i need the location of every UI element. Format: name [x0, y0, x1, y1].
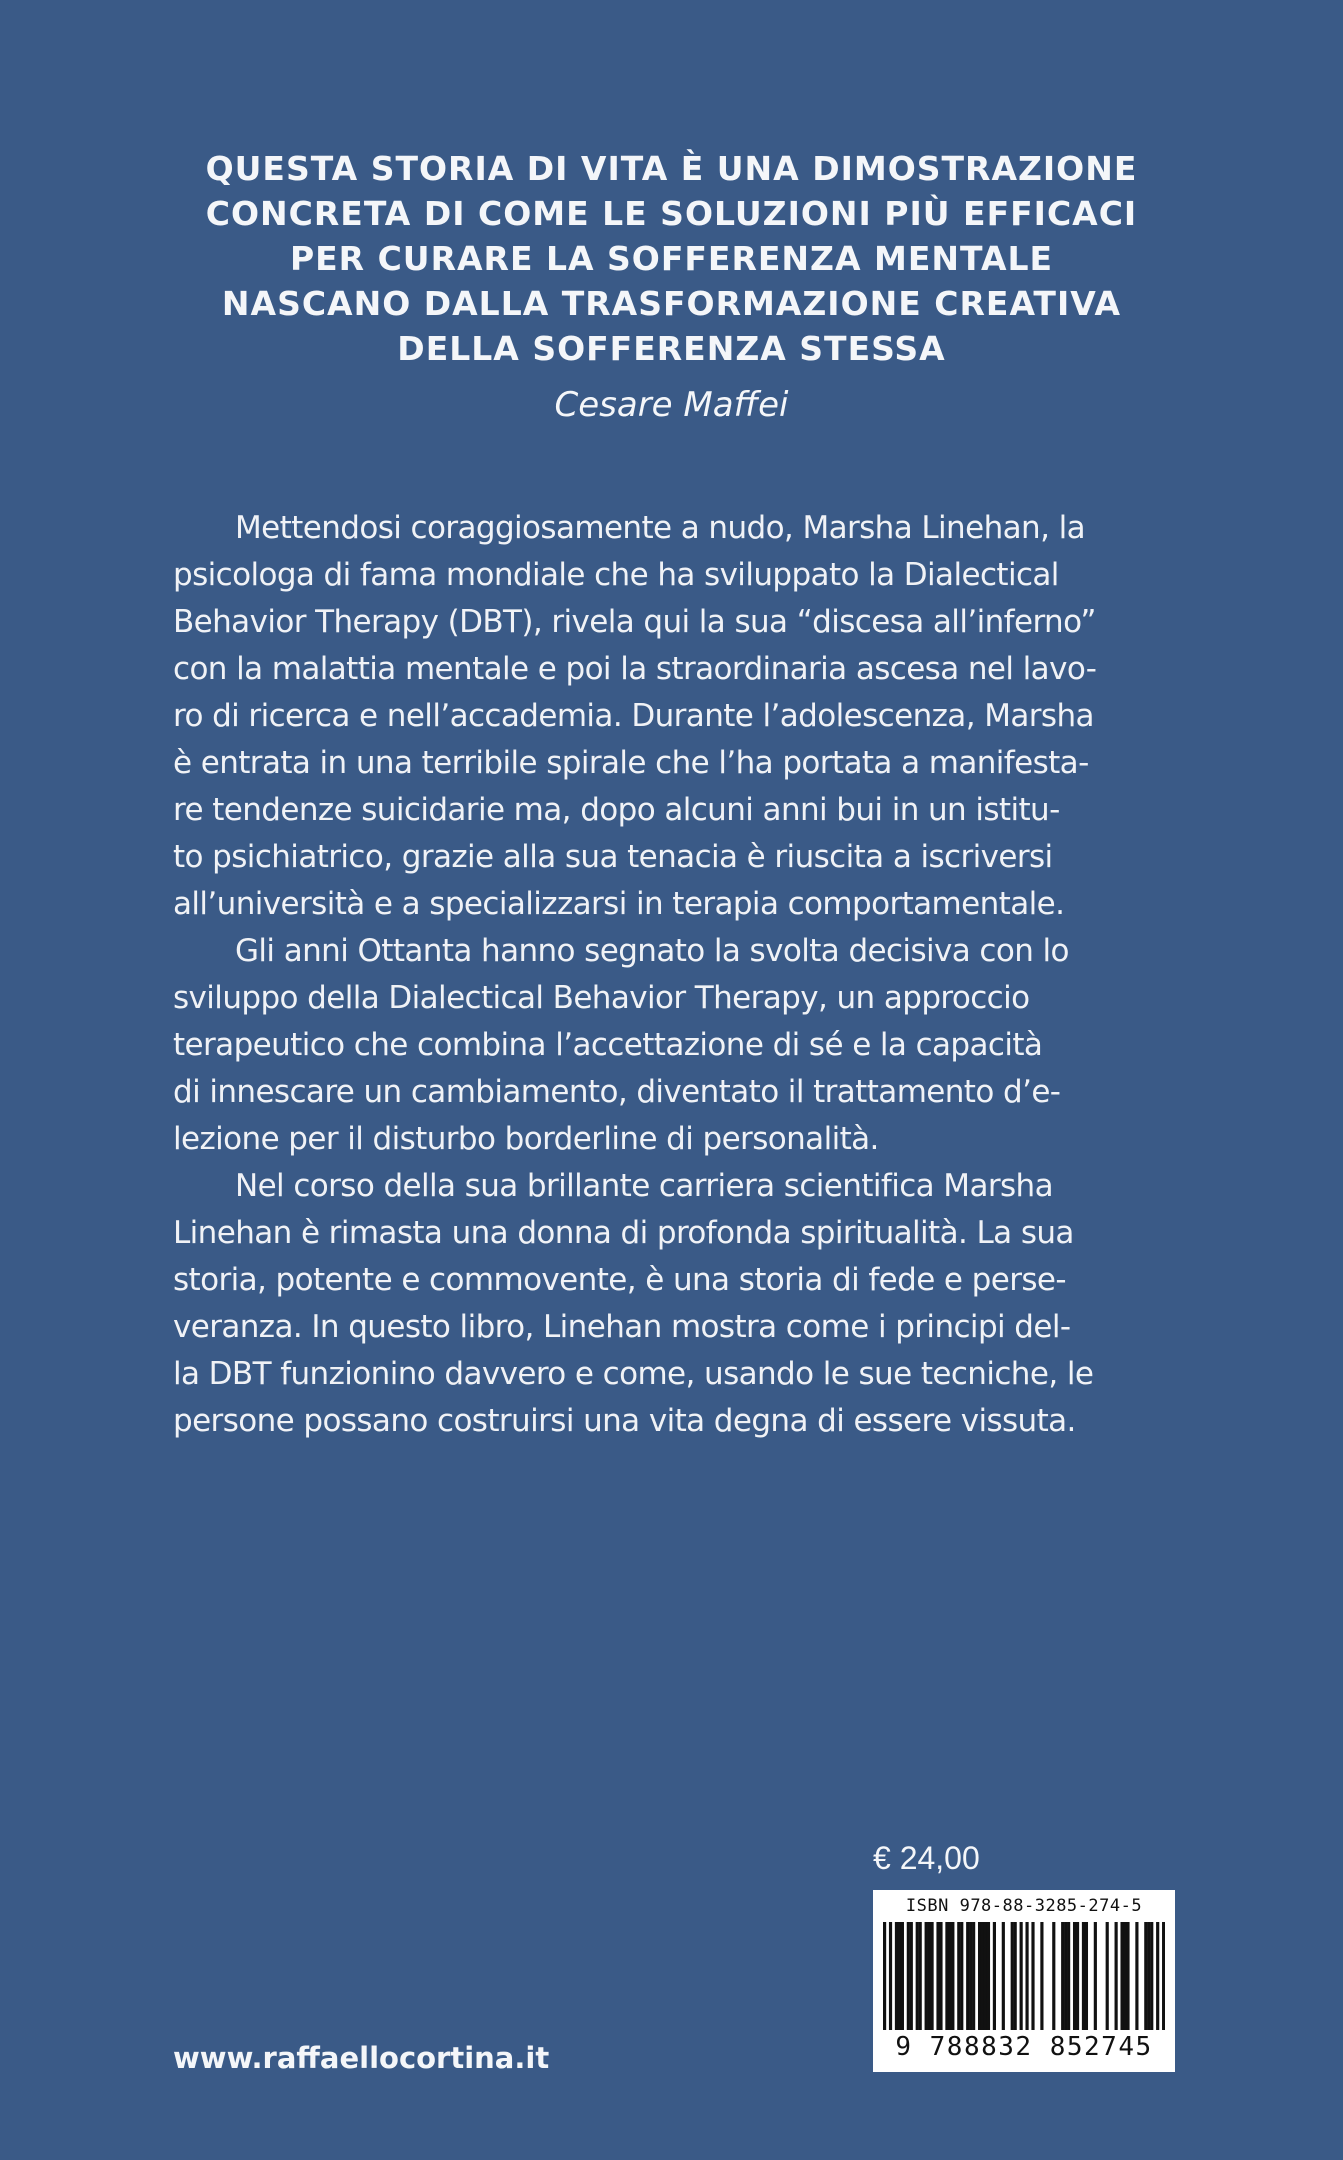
text-line: veranza. In questo libro, Linehan mostra come i principi del-	[173, 1309, 1071, 1345]
barcode-bar	[930, 1922, 933, 2030]
barcode-bar	[984, 1922, 987, 2030]
barcode-bar	[1135, 1922, 1138, 2030]
publisher-website: www.raffaellocortina.it	[173, 2041, 550, 2075]
barcode-bar	[1031, 1922, 1034, 2030]
text-line: la DBT funzionino davvero e come, usando le sue tecniche, le	[173, 1356, 1094, 1392]
barcode-bar	[936, 1922, 939, 2030]
barcode-bar	[1085, 1922, 1088, 2030]
barcode-bar	[1094, 1922, 1097, 2030]
barcode-bar	[1082, 1922, 1085, 2030]
barcode-bar	[916, 1922, 919, 2030]
description-paragraph	[173, 505, 1178, 928]
ean-digits: 9 788832 852745	[895, 2032, 1153, 2062]
barcode-bar	[1011, 1922, 1014, 2030]
barcode-bar	[901, 1922, 904, 2030]
barcode-bar	[939, 1922, 942, 2030]
barcode-bar	[1020, 1922, 1023, 2030]
barcode-bar	[883, 1922, 886, 2030]
barcode-bar	[945, 1922, 948, 2030]
text-line: re tendenze suicidarie ma, dopo alcuni anni bui in un istitu-	[173, 792, 1060, 828]
description-paragraph	[173, 928, 1178, 1163]
barcode-bar	[981, 1922, 984, 2030]
barcode-bar	[1162, 1922, 1165, 2030]
text-line: sviluppo della Dialectical Behavior Therapy, un approccio	[173, 980, 1030, 1016]
barcode-bar	[978, 1922, 981, 2030]
barcode-bar	[1126, 1922, 1129, 2030]
barcode-bar	[895, 1922, 898, 2030]
text-line: to psichiatrico, grazie alla sua tenacia è riuscita a iscriversi	[173, 839, 1053, 875]
barcode-bar	[1002, 1922, 1005, 2030]
price-label: € 24,00	[873, 1840, 980, 1876]
barcode-bar	[1061, 1922, 1064, 2030]
barcode-bar	[951, 1922, 954, 2030]
text-line: persone possano costruirsi una vita degna di essere vissuta.	[173, 1403, 1076, 1439]
barcode-bar	[1147, 1922, 1150, 2030]
barcode-bar	[919, 1922, 922, 2030]
text-line: Linehan è rimasta una donna di profonda spiritualità. La sua	[173, 1215, 1074, 1251]
barcode-bar	[1073, 1922, 1076, 2030]
barcode-bar	[966, 1922, 969, 2030]
barcode-bar	[1150, 1922, 1153, 2030]
barcode-bar	[1025, 1922, 1028, 2030]
text-line: Behavior Therapy (DBT), rivela qui la sua “discesa all’inferno”	[173, 604, 1096, 640]
barcode-bar	[1115, 1922, 1118, 2030]
text-line: lezione per il disturbo borderline di personalità.	[173, 1121, 879, 1157]
barcode-bar	[1123, 1922, 1126, 2030]
barcode-bar	[1156, 1922, 1159, 2030]
isbn-barcode	[873, 1890, 1175, 2072]
barcode-bars	[883, 1922, 1165, 2030]
barcode-bar	[928, 1922, 931, 2030]
description-body	[173, 505, 1178, 1445]
text-line: Mettendosi coraggiosamente a nudo, Marsha Linehan, la	[235, 510, 1085, 546]
description-paragraph	[173, 1163, 1178, 1445]
barcode-bar	[969, 1922, 972, 2030]
barcode-bar	[948, 1922, 951, 2030]
barcode-bar	[987, 1922, 990, 2030]
text-line: con la malattia mentale e poi la straordinaria ascesa nel lavo-	[173, 651, 1097, 687]
quote-line: DELLA SOFFERENZA STESSA	[397, 329, 946, 368]
barcode-bar	[1106, 1922, 1109, 2030]
blurb-quote	[120, 146, 1223, 371]
isbn-label: ISBN 978-88-3285-274-5	[905, 1896, 1143, 1916]
barcode-bar	[993, 1922, 996, 2030]
barcode-bar	[898, 1922, 901, 2030]
text-line: storia, potente e commovente, è una storia di fede e perse-	[173, 1262, 1066, 1298]
barcode-bar	[1120, 1922, 1123, 2030]
barcode-bar	[1014, 1922, 1017, 2030]
text-line: Gli anni Ottanta hanno segnato la svolta decisiva con lo	[235, 933, 1069, 969]
text-line: all’università e a specializzarsi in terapia comportamentale.	[173, 886, 1065, 922]
quote-line: NASCANO DALLA TRASFORMAZIONE CREATIVA	[221, 284, 1122, 323]
text-line: Nel corso della sua brillante carriera scientifica Marsha	[235, 1168, 1053, 1204]
barcode-bar	[925, 1922, 928, 2030]
barcode-bar	[1067, 1922, 1070, 2030]
barcode-bar	[889, 1922, 892, 2030]
quote-line: PER CURARE LA SOFFERENZA MENTALE	[289, 239, 1054, 278]
barcode-bar	[957, 1922, 960, 2030]
text-line: ro di ricerca e nell’accademia. Durante l’adolescenza, Marsha	[173, 698, 1094, 734]
text-line: è entrata in una terribile spirale che l’ha portata a manifesta-	[173, 745, 1089, 781]
barcode-bar	[1076, 1922, 1079, 2030]
text-line: di innescare un cambiamento, diventato il trattamento d’e-	[173, 1074, 1061, 1110]
text-line: terapeutico che combina l’accettazione di sé e la capacità	[173, 1027, 1043, 1063]
barcode-bar	[907, 1922, 910, 2030]
quote-line: QUESTA STORIA DI VITA È UNA DIMOSTRAZIONE	[205, 149, 1138, 188]
barcode-bar	[1052, 1922, 1055, 2030]
barcode-bar	[960, 1922, 963, 2030]
barcode-bar	[1040, 1922, 1043, 2030]
barcode-bar	[1064, 1922, 1067, 2030]
quote-line: CONCRETA DI COME LE SOLUZIONI PIÙ EFFICACI	[205, 194, 1138, 233]
barcode-bar	[1144, 1922, 1147, 2030]
barcode-bar	[972, 1922, 975, 2030]
quote-author: Cesare Maffei	[554, 385, 789, 425]
barcode-bar	[910, 1922, 913, 2030]
text-line: psicologa di fama mondiale che ha sviluppato la Dialectical	[173, 557, 1059, 593]
